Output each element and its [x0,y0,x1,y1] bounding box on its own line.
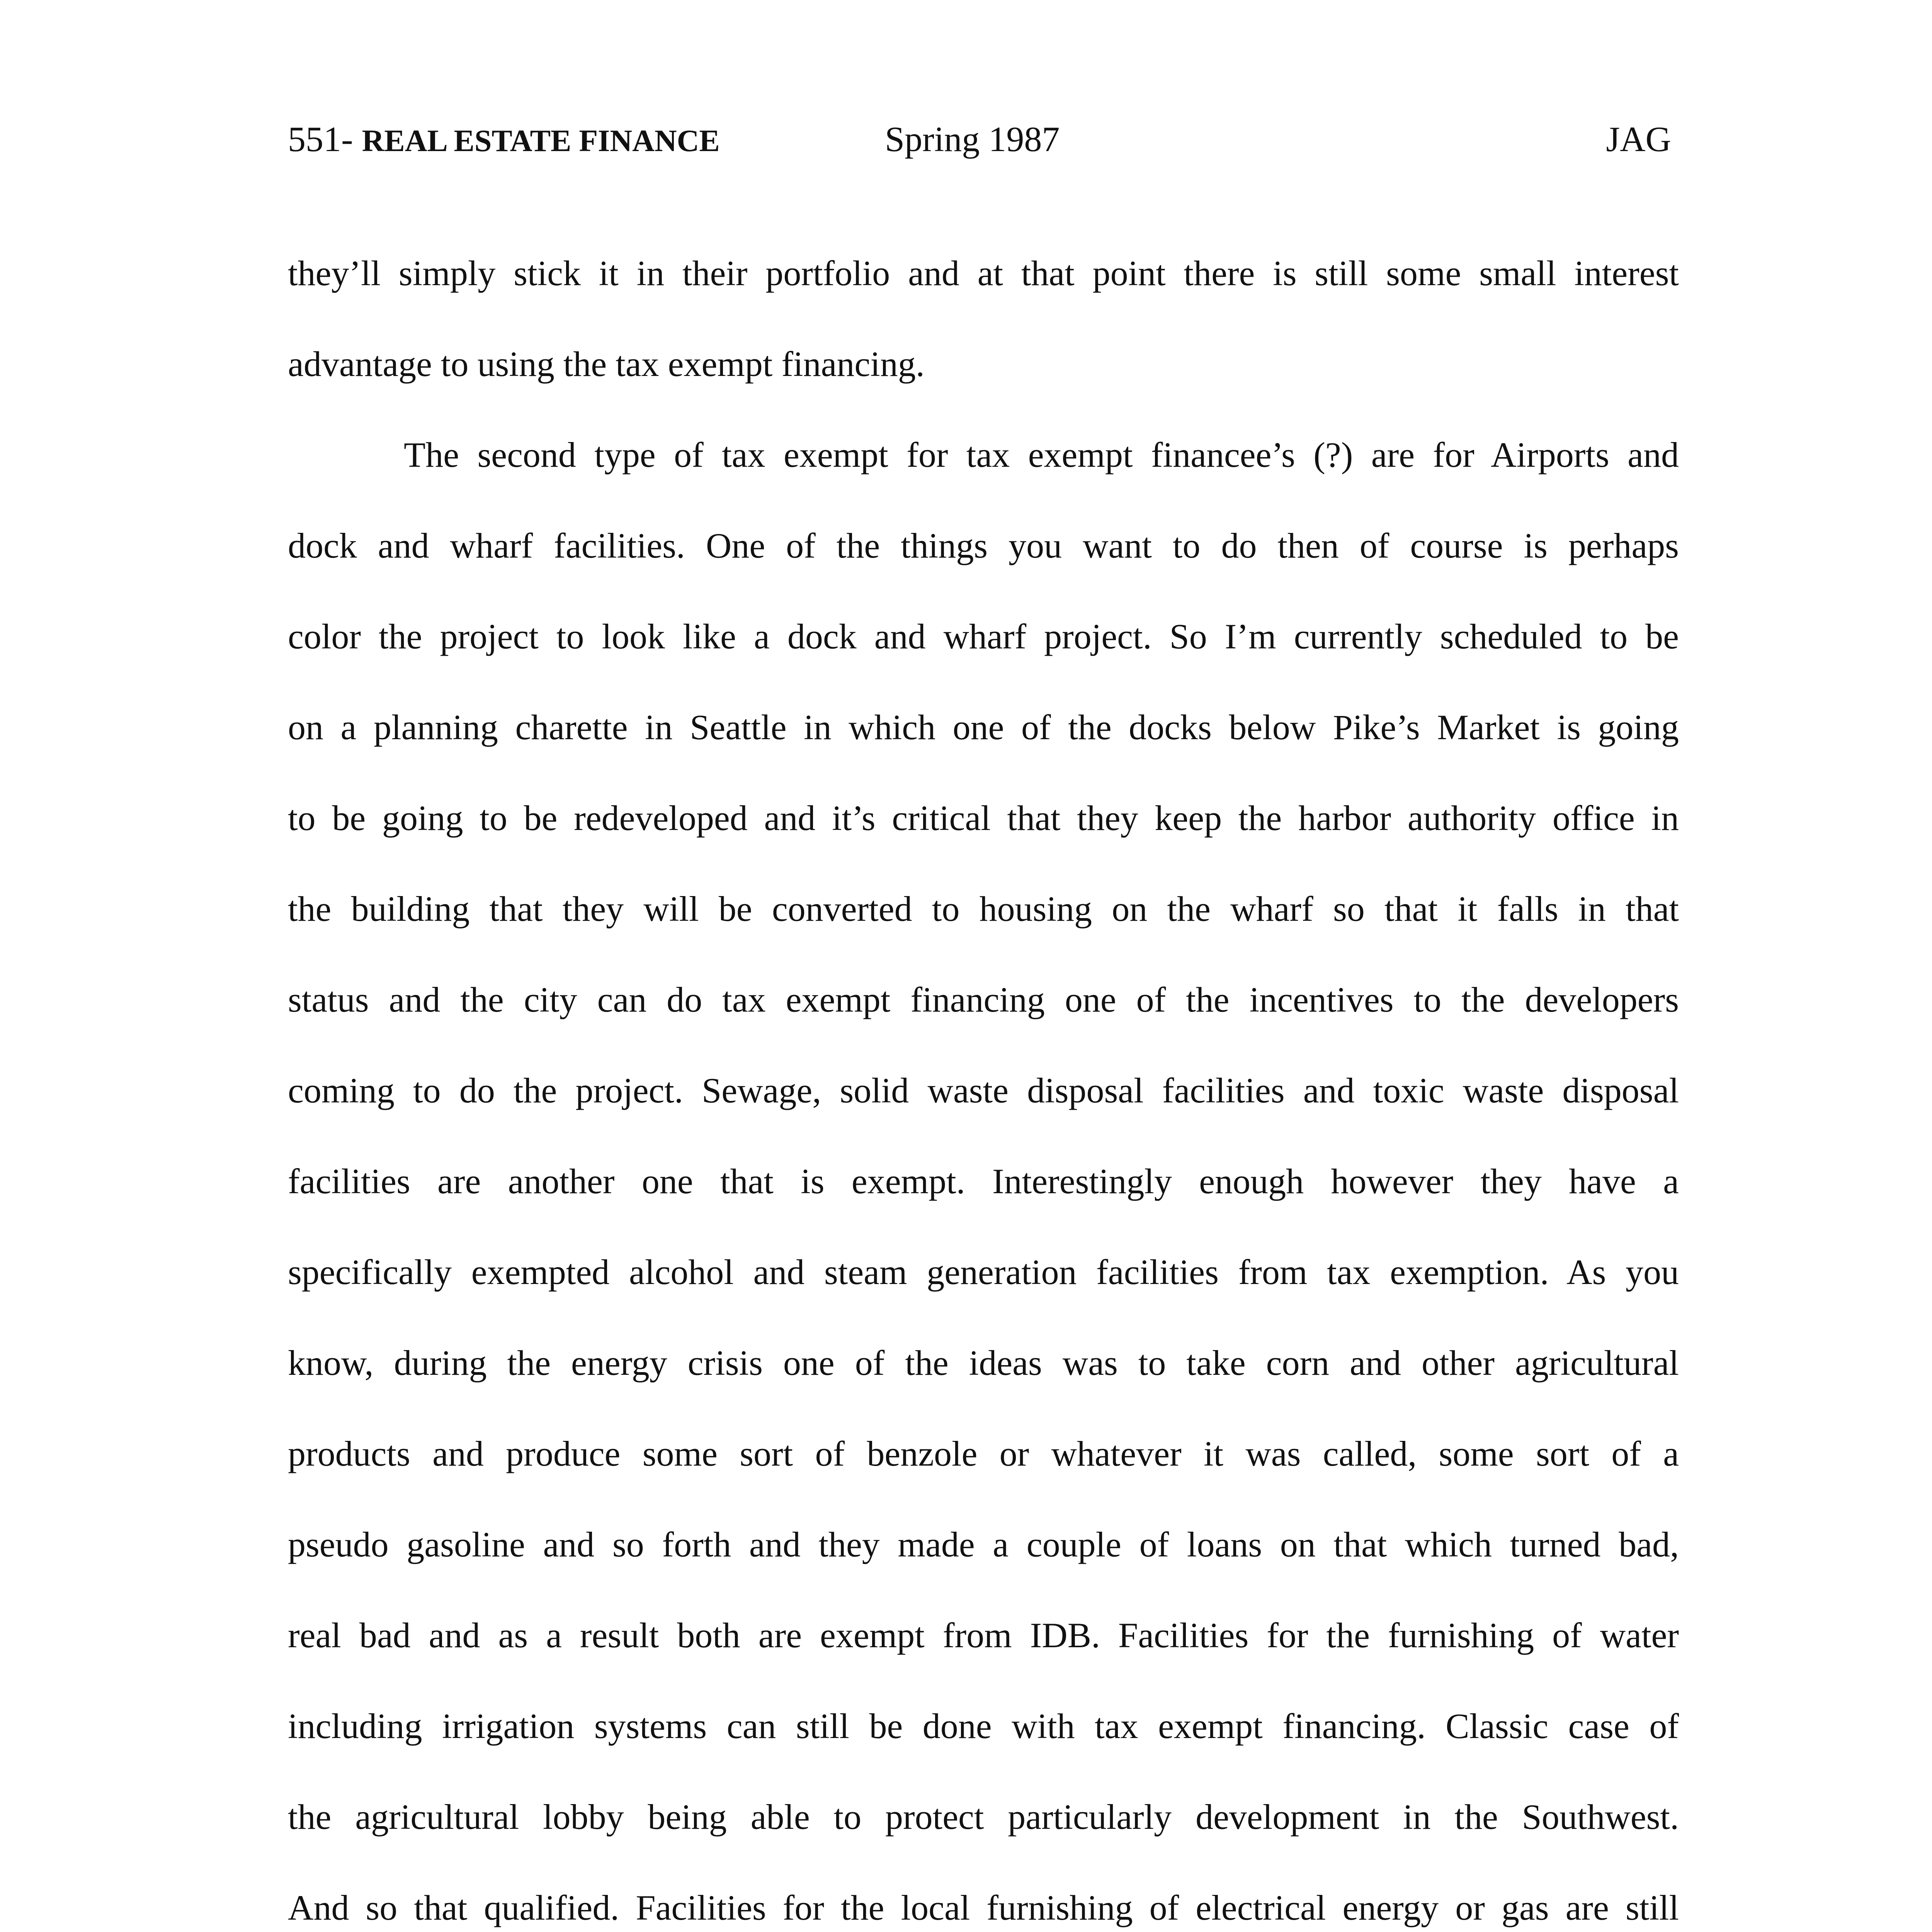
text-line: the agricultural lobby being able to protect particularly development in the Southwest. [288,1797,1679,1837]
text-line: dock and wharf facilities. One of the things you want to do then of course is perhaps [288,526,1679,565]
transcript-body [288,228,1679,1932]
text-line: coming to do the project. Sewage, solid waste disposal facilities and toxic waste disposal [288,1071,1679,1110]
text-line: specifically exempted alcohol and steam generation facilities from tax exemption. As you [288,1252,1679,1292]
text-line: products and produce some sort of benzole or whatever it was called, some sort of a [288,1434,1679,1473]
text-line: pseudo gasoline and so forth and they made a couple of loans on that which turned bad, [288,1525,1679,1564]
text-line: And so that qualified. Facilities for the local furnishing of electrical energy or gas are still [288,1888,1679,1927]
author-initials: JAG [1606,119,1671,159]
text-line: the building that they will be converted to housing on the wharf so that it falls in that [288,889,1679,929]
text-line: advantage to using the tax exempt financing. [288,344,925,384]
text-line: The second type of tax exempt for tax exempt financee’s (?) are for Airports and [404,435,1679,474]
text-line: real bad and as a result both are exempt from IDB. Facilities for the furnishing of water [288,1616,1679,1655]
course-term: Spring 1987 [885,119,1060,159]
text-line: to be going to be redeveloped and it’s critical that they keep the harbor authority office in [288,798,1679,838]
course-title: REAL ESTATE FINANCE [362,124,720,158]
text-line: they’ll simply stick it in their portfolio and at that point there is still some small interest [288,253,1679,293]
text-line: on a planning charette in Seattle in which one of the docks below Pike’s Market is going [288,707,1679,747]
course-label [288,114,720,166]
page-header [288,114,1671,164]
course-number: 551- [288,119,353,159]
text-line: color the project to look like a dock and wharf project. So I’m currently scheduled to be [288,617,1679,656]
text-line: know, during the energy crisis one of the ideas was to take corn and other agricultural [288,1343,1679,1383]
text-line: facilities are another one that is exempt. Interestingly enough however they have a [288,1162,1679,1201]
text-line: including irrigation systems can still be done with tax exempt financing. Classic case of [288,1706,1679,1746]
text-line: status and the city can do tax exempt financing one of the incentives to the developers [288,980,1679,1019]
